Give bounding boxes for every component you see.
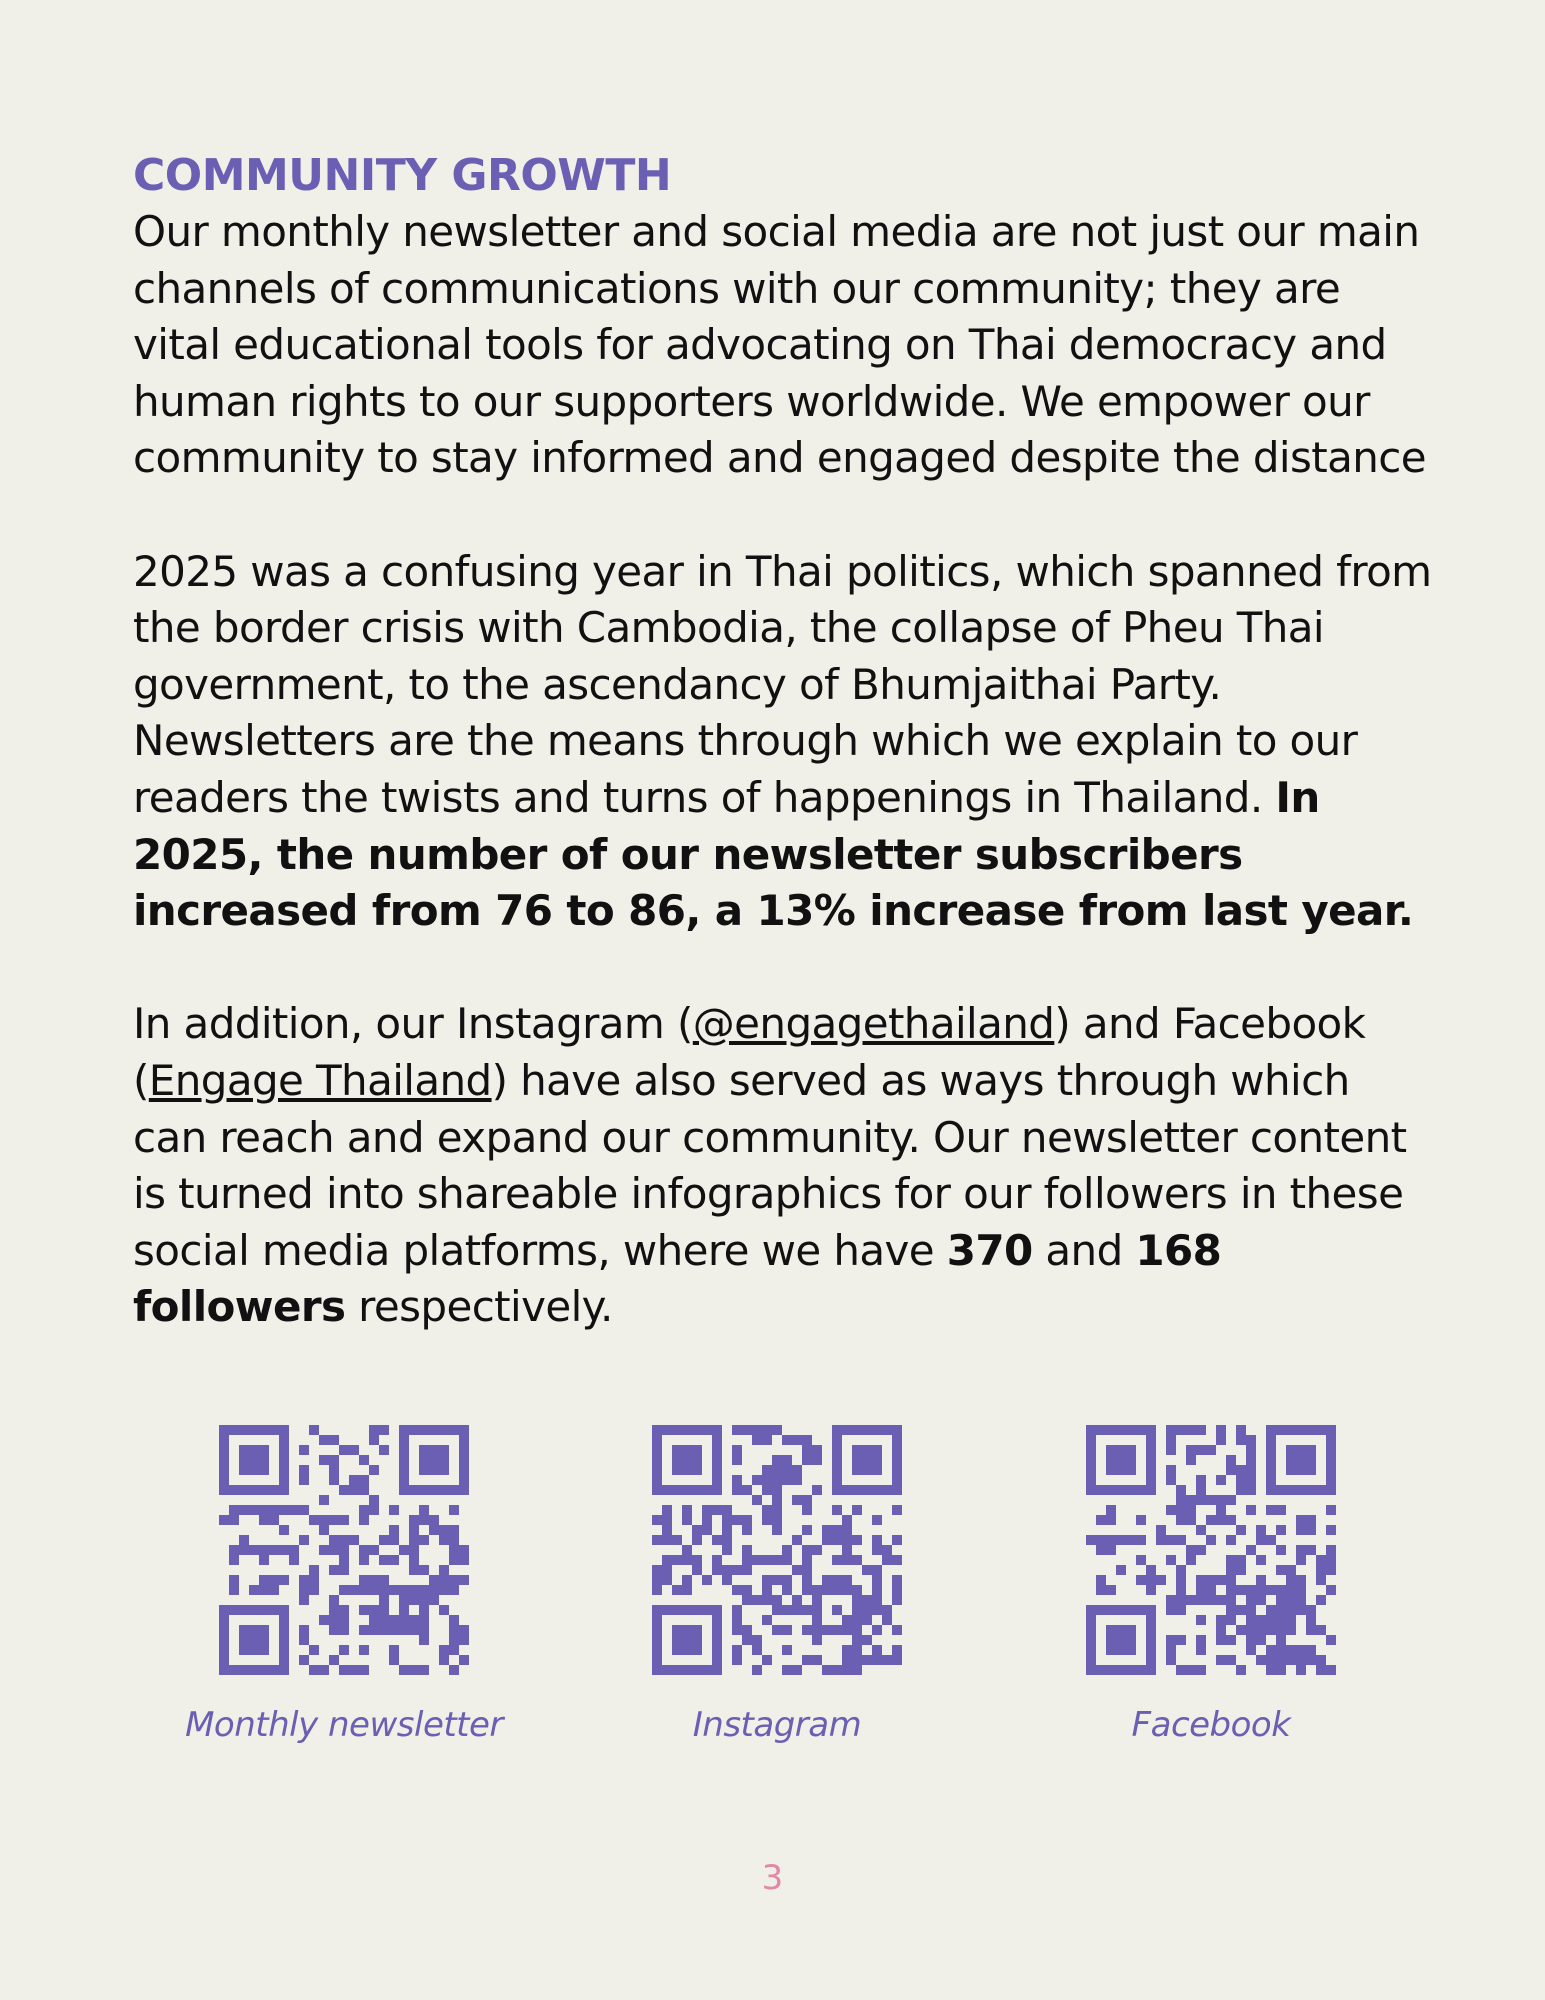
social-text-1: In addition, our Instagram ( (133, 999, 693, 1049)
subscriber-stat: In 2025, the number of our newsletter subscribers increased from 76 to 86, a 13% increase from last year. (133, 772, 1414, 936)
qr-caption-newsletter: Monthly newsletter (185, 1705, 503, 1745)
facebook-follower-count: 168 followers (133, 1225, 1222, 1332)
qr-code-row (0, 1425, 1545, 1755)
instagram-link[interactable]: @engagethailand (692, 999, 1055, 1049)
social-text-5: respectively. (345, 1282, 613, 1332)
social-text-2: ) and Facebook ( (133, 999, 1366, 1105)
qr-block-facebook[interactable] (1041, 1425, 1381, 1745)
qr-block-instagram[interactable] (607, 1425, 947, 1745)
qr-code-icon[interactable] (1086, 1425, 1336, 1675)
qr-code-icon[interactable] (219, 1425, 469, 1675)
page-number: 3 (761, 1858, 784, 1898)
politics-text: 2025 was a confusing year in Thai politics, which spanned from the border crisis with Cambodia, the collapse of Pheu Thai government, to the ascendancy of Bhumjaithai Party. Newsletters are the means through which we explain to our readers the twists and turns of happenings in Thailand. (133, 546, 1432, 822)
social-paragraph (133, 996, 1433, 1336)
social-text-3: ) have also served as ways through which can reach and expand our community. Our newsletter content is turned into shareable infographics for our followers in these social media platforms, where we have (133, 1055, 1407, 1275)
politics-paragraph (133, 544, 1433, 940)
social-text-4: and (1032, 1225, 1136, 1275)
instagram-follower-count: 370 (946, 1225, 1033, 1275)
facebook-link[interactable]: Engage Thailand (148, 1055, 492, 1105)
section-heading: COMMUNITY GROWTH (133, 150, 672, 201)
qr-code-icon[interactable] (652, 1425, 902, 1675)
intro-paragraph: Our monthly newsletter and social media are not just our main channels of communications with our community; they are vital educational tools for advocating on Thai democracy and human rights to our supporters worldwide. We empower our community to stay informed and engaged despite the distance (133, 207, 1427, 483)
main-content (133, 148, 1433, 1336)
qr-caption-facebook: Facebook (1131, 1705, 1291, 1745)
qr-caption-instagram: Instagram (692, 1705, 862, 1745)
qr-block-newsletter[interactable] (174, 1425, 514, 1745)
